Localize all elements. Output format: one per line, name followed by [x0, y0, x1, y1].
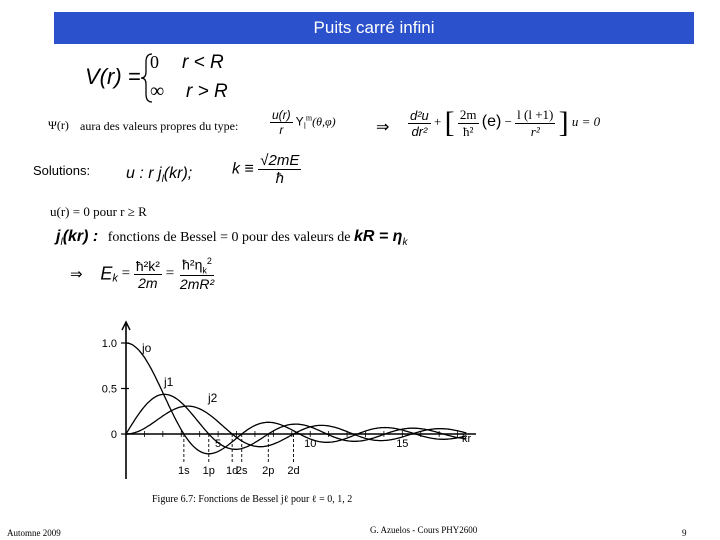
eigen-fraction	[270, 108, 336, 137]
zero-label: 2d	[287, 465, 300, 477]
zero-label: 1p	[202, 465, 215, 477]
footer-left: Automne 2009	[7, 528, 61, 538]
energy-lhs-sub: k	[112, 272, 118, 285]
u-def-args: (kr);	[163, 165, 193, 182]
ylm-sub: l	[303, 121, 306, 131]
k-den: ħ	[275, 170, 284, 187]
eigen-frac-num: u(r)	[272, 108, 291, 122]
jl-symbol: j	[56, 228, 61, 245]
jl-sub: l	[60, 236, 63, 248]
page-title: Puits carré infini	[313, 18, 435, 37]
plot-axes	[121, 322, 476, 479]
y-tick-label: 0.5	[101, 383, 117, 396]
curve-label: j1	[164, 375, 174, 389]
energy-f1-num: ħ²k²	[135, 257, 160, 274]
d2u-den: dr²	[411, 123, 428, 139]
y-tick-label: 0	[110, 429, 117, 441]
d2u-num: d²u	[410, 107, 429, 123]
x-tick-label: 5	[215, 438, 222, 450]
x-axis-label: kr	[462, 433, 472, 445]
ll-den: r²	[530, 123, 540, 139]
title-bar	[54, 12, 694, 44]
potential-case2-value: ∞	[150, 80, 165, 102]
bessel-text: fonctions de Bessel = 0 pour des valeurs de	[107, 230, 351, 245]
eigen-description: aura des valeurs propres du type:	[80, 119, 239, 133]
ylm-symbol: Y	[295, 114, 304, 129]
k-definition	[232, 152, 301, 187]
figure-caption: Figure 6.7: Fonctions de Bessel jℓ pour ℓ = 0, 1, 2	[152, 494, 353, 505]
plot-curves	[126, 343, 466, 454]
bessel-plot	[96, 310, 486, 510]
bracket-close: ]	[558, 106, 569, 139]
potential-case1-cond: r < R	[182, 52, 224, 73]
energy-equation	[70, 256, 216, 292]
solutions-label: Solutions:	[33, 163, 91, 178]
zero-label: 2p	[262, 465, 275, 477]
eta-sub: k	[402, 236, 408, 248]
solutions-u-def	[126, 165, 192, 185]
ylm-sup: m	[305, 113, 313, 123]
x-tick-label: 10	[304, 438, 317, 450]
footer-center: G. Azuelos - Cours PHY2600	[370, 525, 478, 535]
energy-f1-den: 2m	[138, 274, 158, 291]
kr-eta: kR = η	[353, 228, 403, 245]
energy-f2-sub: k	[202, 265, 207, 276]
u-def-text: u : r j	[126, 165, 162, 182]
series-j2	[126, 406, 466, 447]
potential-case2-cond: r > R	[186, 81, 228, 102]
ylm-args: (θ,φ)	[312, 114, 336, 129]
curve-label: j2	[208, 391, 218, 405]
implies-arrow-1: ⇒	[376, 119, 390, 136]
minus-sign: −	[504, 113, 512, 129]
y-tick-label: 1.0	[101, 338, 117, 350]
potential-case1-value: 0	[150, 52, 159, 72]
zero-label: 2s	[235, 465, 248, 477]
energy-f2-den: 2mR²	[179, 276, 215, 293]
zero-label: 1s	[178, 465, 190, 477]
energy-f2-sup: 2	[206, 256, 212, 266]
energy-lhs: E	[100, 263, 113, 284]
eigen-frac-den: r	[279, 123, 284, 137]
u-def-sub: l	[161, 174, 164, 186]
zero-label: 1d	[226, 465, 239, 477]
radial-equation	[408, 106, 600, 140]
energy-f2-num: ħ²η	[182, 256, 203, 273]
hbar-den: ħ²	[463, 123, 474, 139]
curve-label: jo	[142, 341, 152, 355]
boundary-condition: u(r) = 0 pour r ≥ R	[50, 204, 147, 219]
potential-lhs: V(r) =	[85, 64, 141, 89]
k-num: √2mE	[260, 152, 300, 169]
x-tick-label: 15	[396, 438, 409, 450]
ll-num: l (l +1)	[517, 106, 554, 122]
k-def-text: k ≡	[232, 160, 254, 178]
jl-args: (kr) :	[62, 228, 99, 245]
energy-eq1: =	[121, 265, 131, 282]
bessel-line	[56, 228, 407, 248]
footer-page-number: 9	[682, 528, 687, 538]
two-m-num: 2m	[459, 106, 477, 122]
u-equals-zero: u = 0	[571, 113, 601, 129]
plot-labels	[102, 338, 472, 477]
plus-sign: +	[434, 113, 442, 129]
bracket-open: [	[444, 106, 455, 139]
psi-symbol: Ψ(r)	[48, 118, 69, 132]
e-term: (e)	[481, 112, 502, 130]
energy-eq2: =	[165, 265, 175, 282]
implies-arrow-2: ⇒	[70, 266, 83, 283]
